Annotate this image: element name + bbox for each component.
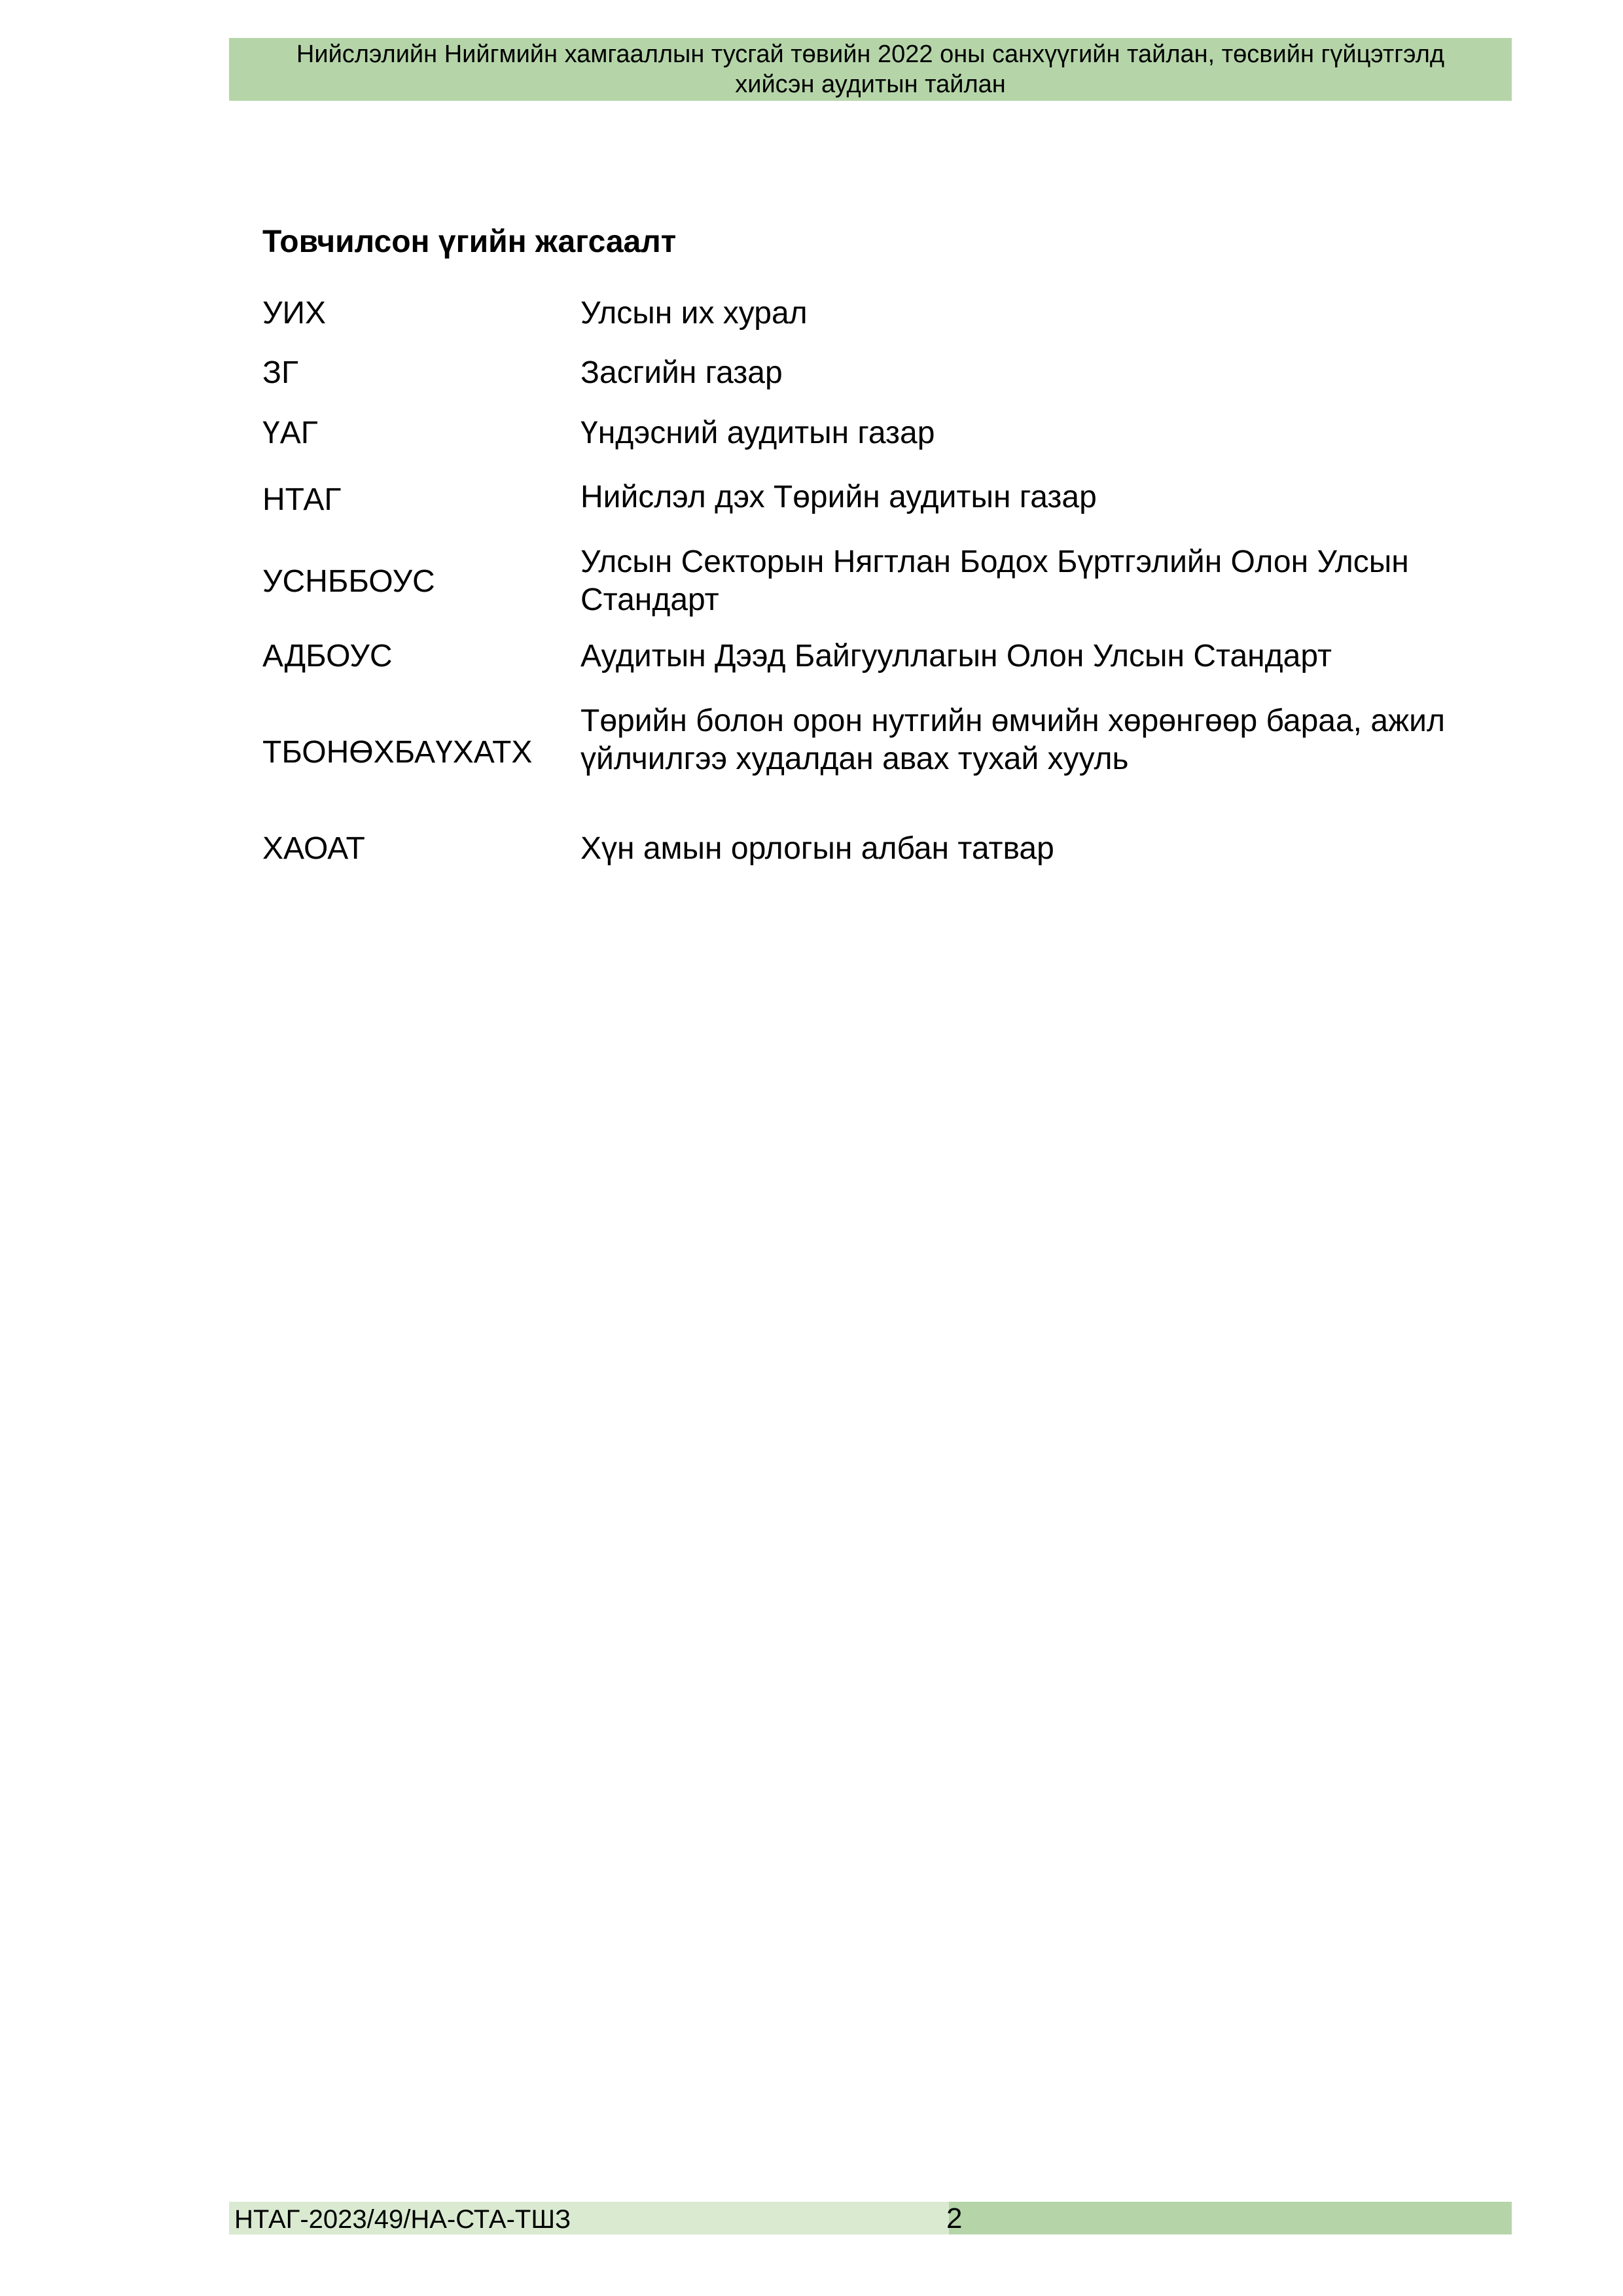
page-footer: [229, 2202, 1512, 2234]
abbreviation-term: ТБОНӨХБАҮХАТХ: [262, 735, 533, 770]
page-number: 2: [946, 2202, 963, 2234]
abbreviation-definition: Нийслэл дэх Төрийн аудитын газар: [580, 480, 1097, 514]
abbreviation-term: НТАГ: [262, 482, 342, 517]
abbreviation-term: УИХ: [262, 296, 327, 331]
abbreviation-definition: Улсын их хурал: [580, 296, 808, 331]
page-header: [229, 38, 1512, 101]
abbreviation-definition: Засгийн газар: [580, 355, 783, 390]
abbreviation-definition: Хүн амын орлогын албан татвар: [580, 831, 1054, 866]
abbreviation-term: ҮАГ: [262, 416, 318, 450]
abbreviation-definition: Үндэсний аудитын газар: [580, 416, 935, 450]
abbreviation-term: ЗГ: [262, 355, 298, 390]
abbreviation-term: АДБОУС: [262, 639, 393, 673]
header-title-line-2: хийсэн аудитын тайлан: [735, 71, 1006, 98]
abbreviation-term: ХАОАТ: [262, 831, 365, 866]
abbreviation-definition: Улсын Секторын Нягтлан Бодох Бүртгэлийн Олон Улсын Стандарт: [580, 545, 1409, 617]
abbreviation-term: УСНББОУС: [262, 564, 435, 599]
header-title-line-1: Нийслэлийн Нийгмийн хамгааллын тусгай төвийн 2022 оны санхүүгийн тайлан, төсвийн гүйцэтгэлд: [296, 41, 1445, 68]
abbreviation-definition: Аудитын Дээд Байгууллагын Олон Улсын Стандарт: [580, 639, 1332, 673]
footer-document-code: НТАГ-2023/49/НА-СТА-ТШЗ: [234, 2205, 571, 2234]
abbreviation-definition: Төрийн болон орон нутгийн өмчийн хөрөнгөөр бараа, ажил үйлчилгээ худалдан авах тухай хууль: [580, 704, 1445, 776]
section-title: Товчилсон үгийн жагсаалт: [262, 224, 677, 259]
